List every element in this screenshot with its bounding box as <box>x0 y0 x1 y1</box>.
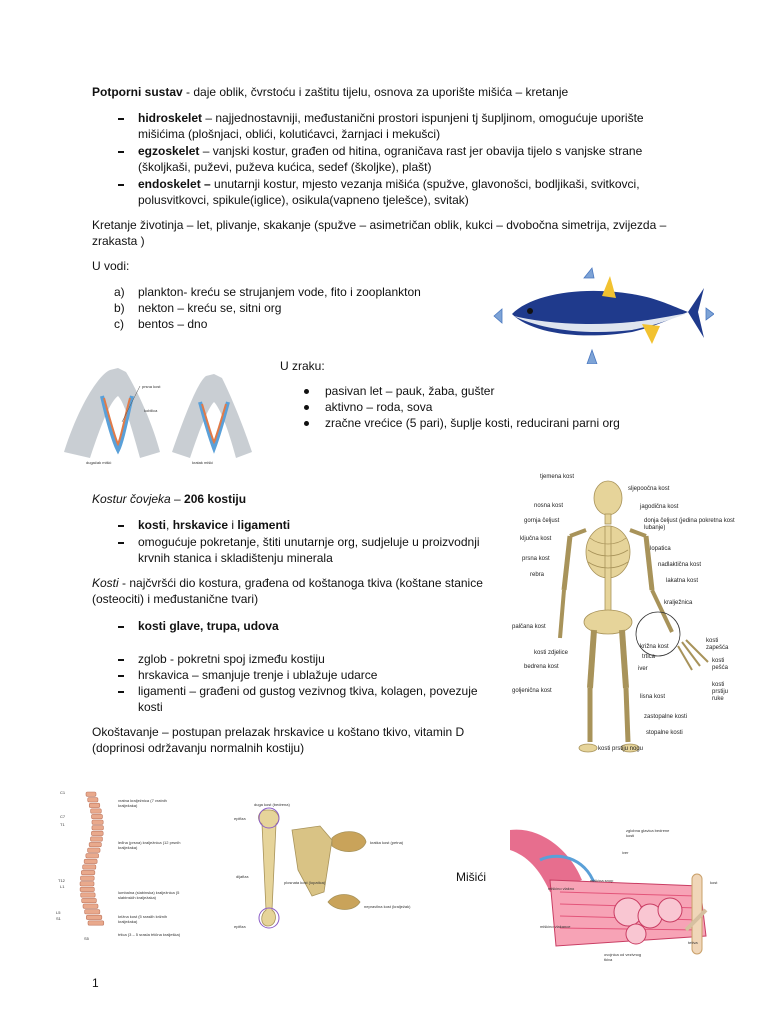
bird-label: kobilica <box>144 408 158 413</box>
bone-types-image <box>232 800 428 936</box>
spine-mark: C1 <box>60 790 66 795</box>
list-bullet <box>118 184 124 186</box>
skeleton-label: kosti prstiju ruke <box>712 682 729 702</box>
vertebra <box>86 915 102 919</box>
spine-mark: S5 <box>84 936 89 941</box>
muscle-label: mišićno vlakance <box>540 924 571 929</box>
muscle-label: zglobna glavica bedrene kosti <box>626 828 670 838</box>
vertebra <box>91 831 103 835</box>
vertebra <box>88 921 104 925</box>
skeleton-label: lakatna kost <box>666 578 699 584</box>
term: egzoskelet <box>138 144 200 158</box>
skeleton-label: palčana kost <box>512 624 546 630</box>
list-bullet <box>118 675 124 677</box>
list-bullet <box>118 118 124 120</box>
vertebra <box>80 882 94 886</box>
spine-mark: S1 <box>56 916 61 921</box>
list-bullet <box>118 659 124 661</box>
list-bullet <box>118 151 124 153</box>
ossification-paragraph: Okoštavanje – postupan prelazak hrskavice u koštano tkivo, vitamin D (doprinosi održavanju normalnih kostiju) <box>92 725 465 755</box>
skeleton-label: bedrena kost <box>524 664 559 670</box>
bullet-dot <box>304 421 309 426</box>
intro-paragraph <box>92 84 692 100</box>
spine-mark: L5 <box>56 910 61 915</box>
skeleton-label: goljenična kost <box>512 688 552 694</box>
vertebra <box>88 798 98 802</box>
skeleton-label: kosti zdjelice <box>534 650 569 656</box>
spine-label: lumbalna (slabinska) kralježnica (5 slabinskih kralježaka) <box>118 890 180 900</box>
bird-label: kratak mišić <box>192 460 214 465</box>
vertebra <box>88 848 101 852</box>
list-item: zračne vrećice (5 pari), šuplje kosti, reducirani parni org <box>325 416 620 430</box>
list-item-functions: omogućuje pokretanje, štiti unutarnje org, sudjeluje u proizvodnji krvnih stanica i skladištenju minerala <box>138 535 480 565</box>
spine-label: leđna (prsna) kralježnica (12 prsnih kralježaka) <box>118 840 181 850</box>
human-skeleton-heading: Kostur čovjeka – 206 kostiju <box>92 492 247 506</box>
spine-mark: T12 <box>58 878 65 883</box>
intro-title: Potporni sustav <box>92 85 183 99</box>
bone-label: nepravilna kost (kralježak) <box>364 904 411 909</box>
skeleton-label: rebra <box>530 572 545 578</box>
skeleton-label: kosti pešća <box>712 658 729 671</box>
vertebra <box>81 870 95 874</box>
page-number: 1 <box>92 976 99 990</box>
list-item-hydroskeleton: hidroskelet – najjednostavniji, međustanični prostori ispunjeni tj šupljinom, omogućuje uporište mišićima (plošnjaci, oblići, kolutićavci, žarnjaci i mekušci) <box>138 111 644 141</box>
vertebra <box>89 842 101 846</box>
term: hidroskelet <box>138 111 203 125</box>
spine-mark: T1 <box>60 822 65 827</box>
skeleton-label: nadlaktična kost <box>658 562 702 568</box>
vertebra <box>80 876 94 880</box>
list-item-bones: kosti, hrskavice i ligamenti <box>138 518 291 532</box>
skeleton-label: zastopalne kosti <box>644 714 688 720</box>
muscle-label: tetiva <box>688 940 698 945</box>
vertebra <box>84 859 97 863</box>
bird-label: prsna kost <box>142 384 161 389</box>
skeleton-label: ključna kost <box>520 536 552 542</box>
bone-label: epifiza <box>234 816 246 821</box>
vertebra <box>91 809 102 813</box>
vertebra <box>92 820 103 824</box>
vertebra <box>80 887 94 891</box>
muscle-structure-image <box>510 820 720 976</box>
bone-label: plosnata kost (lopatica) <box>284 880 326 885</box>
skeleton-label: trtica <box>642 654 656 660</box>
term: endoskelet – <box>138 177 211 191</box>
tuna-fish-image <box>492 266 714 364</box>
list-bullet <box>118 542 124 544</box>
spine-mark: C7 <box>60 814 66 819</box>
skeleton-label: kosti zapešća <box>706 638 729 651</box>
vertebra <box>91 814 102 818</box>
muscle-label: mišićno vlakno <box>548 886 575 891</box>
list-item: plankton- kreću se strujanjem vode, fito i zooplankton <box>138 285 421 299</box>
list-item: bentos – dno <box>138 317 208 331</box>
vertebra <box>83 904 98 908</box>
movement-paragraph: Kretanje životinja – let, plivanje, skakanje (spužve – asimetričan oblik, kukci – dvobočna simetrija, zvijezda – zrakasta ) <box>92 218 667 248</box>
list-item-endoskeleton: endoskelet – unutarnji kostur, mjesto vezanja mišića (spužve, glavonošci, bodljikaši, svitkovci, polusvitkovci, spikule(iglice), osikula(vapneno tjelešce), svitak) <box>138 177 640 207</box>
skeleton-label: tjemena kost <box>540 474 575 480</box>
bone-label: duga kost (bedrena) <box>254 802 290 807</box>
skeleton-label: križna kost <box>640 644 669 650</box>
skeleton-label: gornja čeljust <box>524 518 560 524</box>
body-parts: kosti glave, trupa, udova <box>138 619 279 633</box>
human-skeleton-image <box>510 466 740 760</box>
list-item: zglob - pokretni spoj između kostiju <box>138 652 325 666</box>
vertebra <box>86 854 99 858</box>
list-marker: b) <box>114 301 125 315</box>
spine-label: vratna kralježnica (7 vratnih kralježaka) <box>118 798 167 808</box>
skeleton-label: donja čeljust (jedina pokretna kost lubanje) <box>644 518 735 531</box>
vertebra <box>89 803 100 807</box>
spine-label: trtica (3 – 5 srasla trtična kralješka) <box>118 932 181 937</box>
skeleton-label: stopalne kosti <box>646 730 683 736</box>
bullet-dot <box>304 389 309 394</box>
bullet-dot <box>304 405 309 410</box>
air-heading: U zraku: <box>280 359 325 373</box>
list-bullet <box>118 691 124 693</box>
bone-label: dijafiza <box>236 874 249 879</box>
spine-image <box>56 786 186 946</box>
list-item: hrskavica – smanjuje trenje i ublažuje udarce <box>138 668 378 682</box>
spine-mark: L1 <box>60 884 65 889</box>
skeleton-label: prsna kost <box>522 556 550 562</box>
skeleton-label: kosti prstiju nogu <box>598 746 644 752</box>
skeleton-label: lisna kost <box>640 694 666 700</box>
intro-text: - daje oblik, čvrstoću i zaštitu tijelu, osnova za uporište mišića – kretanje <box>182 85 569 99</box>
list-item: nekton – kreću se, sitni org <box>138 301 282 315</box>
muscle-label: mišićna snop <box>590 878 614 883</box>
vertebra <box>92 826 104 830</box>
skeleton-label: lopatica <box>650 546 671 552</box>
list-marker: a) <box>114 285 125 299</box>
muscle-label: ovojnica od vezivnog tkiva <box>604 952 642 962</box>
bird-label: dugačak mišić <box>86 460 112 465</box>
list-item: ligamenti – građeni od gustog vezivnog tkiva, kolagen, povezuje kosti <box>138 684 478 714</box>
vertebra <box>86 792 96 796</box>
list-item: aktivno – roda, sova <box>325 400 433 414</box>
water-heading: U vodi: <box>92 259 130 273</box>
vertebra <box>83 865 96 869</box>
skeleton-label: kralježnica <box>664 600 693 606</box>
muscle-label: iver <box>622 850 629 855</box>
muscles-label: Mišići <box>456 870 486 884</box>
vertebra <box>81 893 96 897</box>
list-item: pasivan let – pauk, žaba, gušter <box>325 384 495 398</box>
bone-label: epifiza <box>234 924 246 929</box>
list-bullet <box>118 525 124 527</box>
spine-label: križna kost (5 sraslih križnih kralježaka) <box>118 914 168 924</box>
vertebra <box>85 910 100 914</box>
list-marker: c) <box>114 317 124 331</box>
skeleton-label: nosna kost <box>534 503 564 509</box>
bone-label: kratka kost (petna) <box>370 840 404 845</box>
skeleton-label: iver <box>638 666 648 672</box>
skeleton-label: jagodična kost <box>640 504 679 510</box>
muscle-label: kost <box>710 880 718 885</box>
vertebra <box>90 837 102 841</box>
skeleton-label: sljepoočna kost <box>628 486 670 492</box>
list-item-exoskeleton: egzoskelet – vanjski kostur, građen od hitina, ograničava rast jer obavija tijelo s vanjske strane (školjkaši, puževi, puževa kućica, sedef (školjke), plašt) <box>138 144 643 174</box>
bird-skeleton-image <box>60 362 270 472</box>
bones-definition: Kosti - najčvršći dio kostura, građena od koštanoga tkiva (koštane stanice (osteociti) i međustanične tvari) <box>92 576 483 606</box>
list-bullet <box>118 626 124 628</box>
vertebra <box>82 898 97 902</box>
